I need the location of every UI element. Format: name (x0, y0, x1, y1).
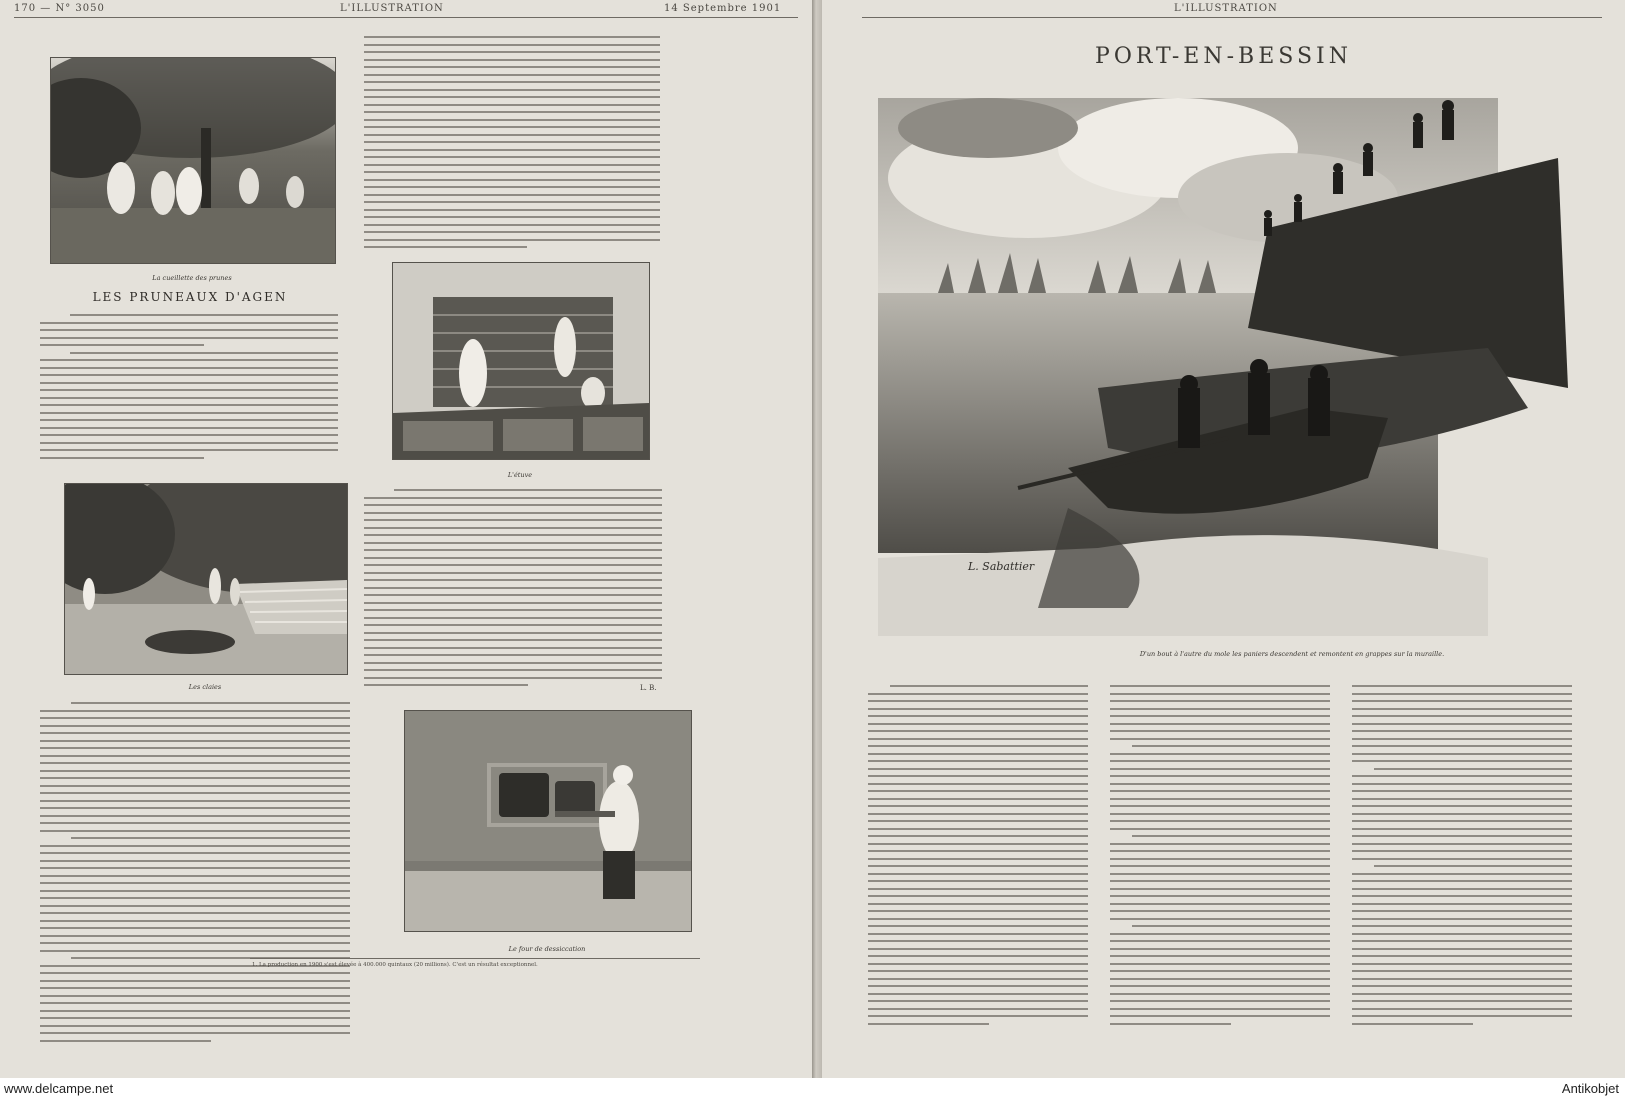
harvest-photo (50, 57, 336, 264)
artist-signature: L. Sabattier (968, 560, 1035, 573)
oven-room-photo (392, 262, 650, 460)
drying-racks-caption: Les claies (188, 683, 222, 691)
text-column-1 (40, 314, 338, 464)
right-text-column-3 (1352, 685, 1572, 1030)
running-title-right: L'ILLUSTRATION (1174, 3, 1278, 14)
drying-racks-photo (64, 483, 348, 675)
antikobjet-watermark: Antikobjet (1561, 1081, 1619, 1096)
text-column-4 (364, 489, 662, 692)
author-initials: L. B. (640, 684, 657, 692)
book-gutter (812, 0, 822, 1078)
article-title-right: PORT-EN-BESSIN (1095, 44, 1352, 69)
header-rule (14, 17, 798, 18)
right-header-rule (862, 17, 1602, 18)
right-page (822, 0, 1625, 1078)
page-number: 170 — N° 3050 (14, 3, 105, 14)
text-column-3 (364, 36, 660, 254)
illustration-caption: D'un bout à l'autre du mole les paniers descendent et remontent en grappes sur la muraille. (1139, 650, 1445, 658)
harvest-caption: La cueillette des prunes (152, 274, 232, 282)
right-text-column-2 (1110, 685, 1330, 1030)
right-text-column-1 (868, 685, 1088, 1030)
footnote: 1. La production en 1900 s'est élevée à 400.000 quintaux (20 millions). C'est un résultat exceptionnel. (252, 962, 538, 968)
woman-oven-photo (404, 710, 692, 932)
port-en-bessin-illustration (868, 88, 1568, 636)
woman-oven-caption: Le four de dessiccation (508, 945, 586, 953)
oven-room-caption: L'étuve (507, 471, 533, 479)
running-title-left: L'ILLUSTRATION (340, 3, 444, 14)
text-column-2 (40, 702, 350, 1047)
left-page (0, 0, 812, 1078)
footnote-rule (250, 958, 700, 959)
delcampe-watermark: www.delcampe.net (4, 1081, 114, 1096)
article-title: LES PRUNEAUX D'AGEN (92, 290, 288, 304)
watermark-bar (0, 1078, 1625, 1098)
issue-date: 14 Septembre 1901 (664, 3, 782, 14)
